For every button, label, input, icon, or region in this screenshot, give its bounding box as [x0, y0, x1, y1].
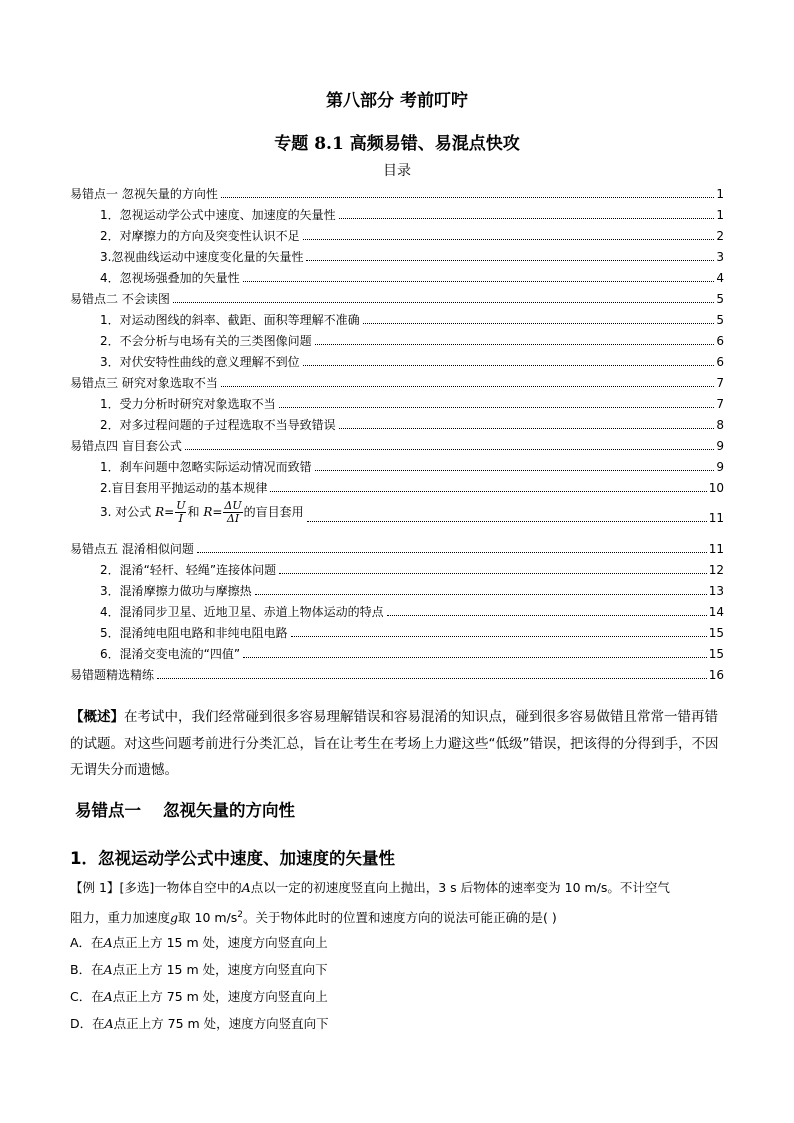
- toc-page-number: 6: [716, 334, 724, 348]
- toc-entry[interactable]: 易错题精选精练 16: [70, 668, 724, 682]
- toc-entry[interactable]: 2．不会分析与电场有关的三类图像问题 6: [100, 334, 724, 348]
- option-b[interactable]: B．在A点正上方 15 m 处，速度方向竖直向下: [70, 962, 328, 977]
- toc-page-number: 3: [716, 250, 724, 264]
- toc-entry[interactable]: 3.忽视曲线运动中速度变化量的矢量性 3: [100, 250, 724, 264]
- document-title: 第八部分 考前叮咛: [326, 91, 468, 111]
- fraction-du-over-di: $\frac{\Delta U}{\Delta I}$: [224, 499, 242, 525]
- toc-page-number: 11: [708, 542, 724, 556]
- toc-entry[interactable]: 3．对伏安特性曲线的意义理解不到位 6: [100, 355, 724, 369]
- toc-entry[interactable]: 4．混淆同步卫星、近地卫星、赤道上物体运动的特点 14: [100, 605, 724, 619]
- toc-entry[interactable]: 2．对摩擦力的方向及突变性认识不足 2: [100, 229, 724, 243]
- document-subtitle: 专题 8.1 高频易错、易混点快攻: [274, 134, 520, 154]
- summary-tag: 【概述】: [70, 709, 124, 725]
- toc-page-number: 1: [716, 187, 724, 201]
- toc-page-number: 5: [716, 292, 724, 306]
- toc-entry[interactable]: [100, 495, 724, 525]
- subsection-heading: 1．忽视运动学公式中速度、加速度的矢量性: [70, 849, 395, 868]
- toc-page-number: 5: [716, 313, 724, 327]
- example-tag: 【例 1】: [70, 880, 120, 895]
- toc-entry[interactable]: 5．混淆纯电阻电路和非纯电阻电路 15: [100, 626, 724, 640]
- toc-entry[interactable]: 6．混淆交变电流的“四值” 15: [100, 647, 724, 661]
- toc-page-number: 7: [716, 376, 724, 390]
- toc-heading: 目录: [383, 163, 411, 179]
- toc-entry[interactable]: 易错点三 研究对象选取不当 7: [70, 376, 724, 390]
- toc-formula-entry: 3. 对公式 R= $\frac{U}{I}$ 和 R= $\frac{\Delta U}{\Delta I}$ 的盲目套用: [100, 499, 304, 525]
- toc-entry[interactable]: 1．刹车问题中忽略实际运动情况而致错 9: [100, 460, 724, 474]
- toc-page-number: 12: [708, 563, 724, 577]
- option-a[interactable]: A．在A点正上方 15 m 处，速度方向竖直向上: [70, 935, 328, 950]
- section-heading: 易错点一 忽视矢量的方向性: [75, 801, 295, 820]
- fraction-u-over-i: $\frac{U}{I}$: [176, 499, 186, 525]
- toc-entry[interactable]: 1．忽视运动学公式中速度、加速度的矢量性 1: [100, 208, 724, 222]
- toc-page-number: 11: [708, 511, 724, 525]
- toc-page-number: 13: [708, 584, 724, 598]
- toc-entry[interactable]: 1．受力分析时研究对象选取不当 7: [100, 397, 724, 411]
- toc-page-number: 7: [716, 397, 724, 411]
- toc-page-number: 9: [716, 460, 724, 474]
- toc-page-number: 4: [716, 271, 724, 285]
- toc-page-number: 1: [716, 208, 724, 222]
- toc-page-number: 15: [708, 626, 724, 640]
- toc-page-number: 6: [716, 355, 724, 369]
- summary-text: 在考试中，我们经常碰到很多容易理解错误和容易混淆的知识点，碰到很多容易做错且常常一错再错的试题。对这些问题考前进行分类汇总，旨在让考生在考场上力避这些“低级”错误，把该得的分得到手，不因无谓失分而遗憾。: [70, 709, 719, 778]
- toc-entry[interactable]: 易错点二 不会读图 5: [70, 292, 724, 306]
- toc-page-number: 14: [708, 605, 724, 619]
- toc-page-number: 2: [716, 229, 724, 243]
- toc-entry[interactable]: 1．对运动图线的斜率、截距、面积等理解不准确 5: [100, 313, 724, 327]
- toc-entry[interactable]: 4．忽视场强叠加的矢量性 4: [100, 271, 724, 285]
- option-c[interactable]: C．在A点正上方 75 m 处，速度方向竖直向上: [70, 989, 328, 1004]
- toc-entry[interactable]: 易错点四 盲目套公式 9: [70, 439, 724, 453]
- toc-entry[interactable]: 3．混淆摩擦力做功与摩擦热 13: [100, 584, 724, 598]
- toc-page-number: 10: [708, 481, 724, 495]
- summary-paragraph: [70, 704, 724, 784]
- toc-page-number: 8: [716, 418, 724, 432]
- toc-page-number: 16: [708, 668, 724, 682]
- option-d[interactable]: D．在A点正上方 75 m 处，速度方向竖直向下: [70, 1016, 329, 1031]
- toc-page-number: 15: [708, 647, 724, 661]
- toc-entry[interactable]: 2．混淆“轻杆、轻绳”连接体问题 12: [100, 563, 724, 577]
- example-question: 【例 1】[多选]一物体自空中的A点以一定的初速度竖直向上抛出，3 s 后物体的速率变为 10 m/s。不计空气 阻力，重力加速度g取 10 $m/s^2$。关于物体此时的位置和速度方向的说法可能正确的是( ): [70, 880, 670, 925]
- toc-entry[interactable]: 2.盲目套用平抛运动的基本规律 10: [100, 481, 724, 495]
- toc-entry[interactable]: 易错点五 混淆相似问题 11: [70, 542, 724, 556]
- toc-entry[interactable]: 易错点一 忽视矢量的方向性 1: [70, 187, 724, 201]
- toc-page-number: 9: [716, 439, 724, 453]
- toc-entry[interactable]: 2．对多过程问题的子过程选取不当导致错误 8: [100, 418, 724, 432]
